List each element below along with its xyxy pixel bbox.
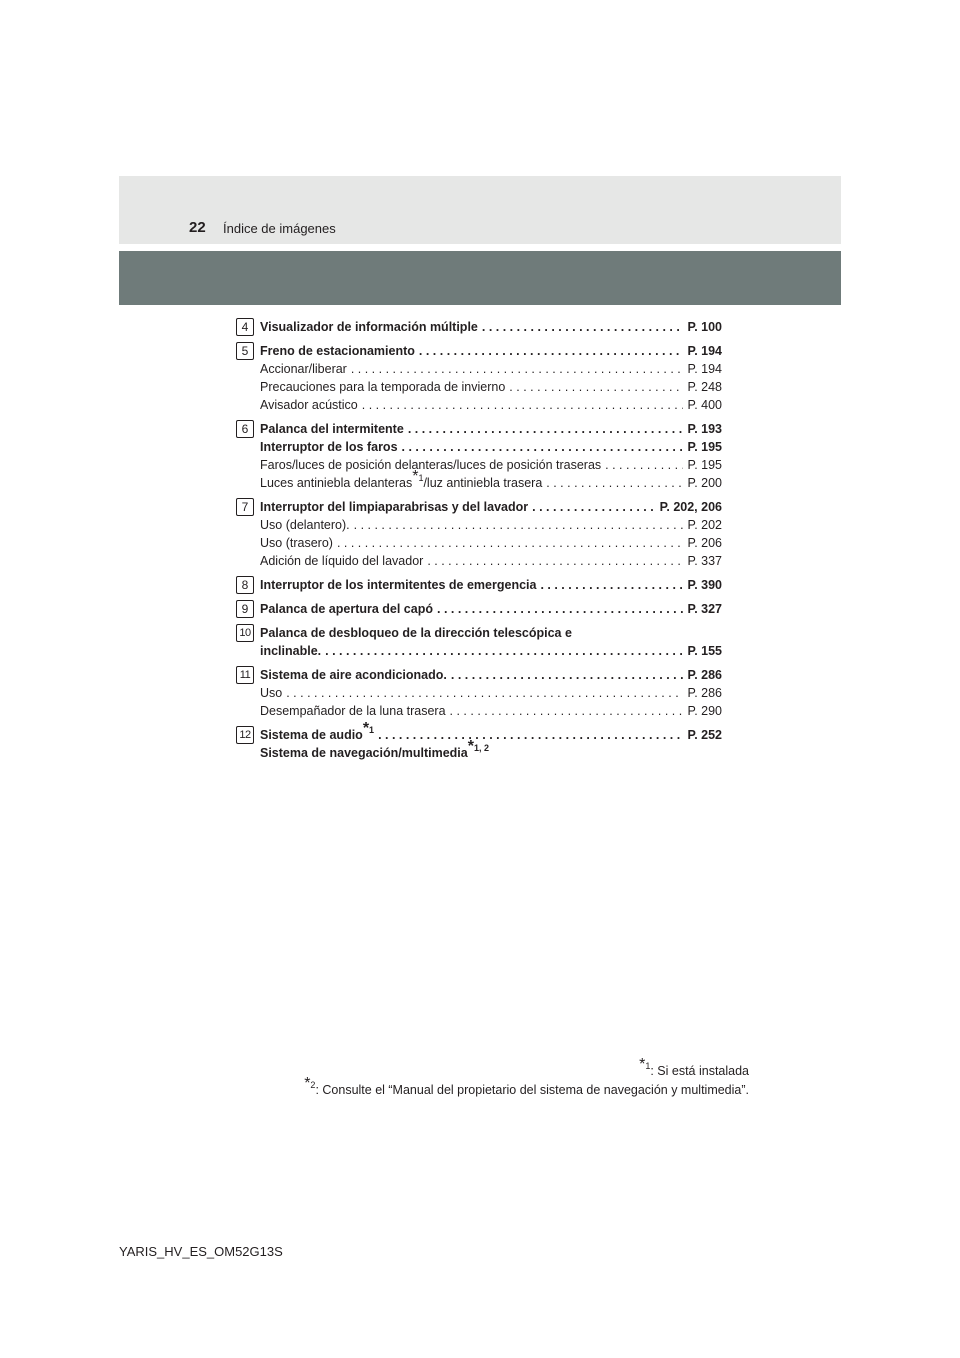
- entry-label: [260, 342, 415, 360]
- item-number-badge: 11: [236, 666, 254, 684]
- page-reference: P. 286: [687, 686, 722, 700]
- index-entry: [236, 666, 722, 720]
- dot-leader: [351, 360, 684, 378]
- page-reference: P. 100: [687, 320, 722, 334]
- entry-title: [260, 342, 722, 360]
- entry-label-text: Palanca de apertura del capó: [260, 602, 433, 616]
- dot-leader: [362, 396, 684, 414]
- entry-subitem: [260, 516, 722, 534]
- index-entry: [236, 720, 722, 762]
- entry-label: [260, 456, 601, 474]
- page-reference: P. 252: [687, 728, 722, 742]
- entry-title: Palanca de desbloqueo de la dirección telescópica e: [260, 626, 572, 640]
- dot-leader: [325, 642, 683, 660]
- page-reference: P. 193: [687, 422, 722, 436]
- entry-subitem: [260, 468, 722, 492]
- asterisk-icon: *: [639, 1056, 646, 1073]
- dot-leader: [427, 552, 683, 570]
- entry-label: [260, 552, 423, 570]
- entry-label-text: Interruptor del limpiaparabrisas y del lavador: [260, 500, 529, 514]
- dot-leader: [605, 456, 683, 474]
- page-reference: P. 195: [687, 440, 722, 454]
- entry-title: [260, 318, 722, 336]
- entry-title: [260, 438, 722, 456]
- page-reference: P. 200: [687, 476, 722, 490]
- entry-label: [260, 684, 282, 702]
- page-number: 22: [189, 219, 206, 236]
- item-number-badge: 10: [236, 624, 254, 642]
- entry-title: [260, 420, 722, 438]
- index-list: [236, 318, 722, 768]
- entry-label: [260, 576, 536, 594]
- page-reference: P. 194: [687, 344, 722, 358]
- page-reference: P. 290: [687, 704, 722, 718]
- entry-label-text: Sistema de navegación/multimedia: [260, 746, 468, 760]
- asterisk-icon: *: [467, 738, 474, 755]
- index-entry: [236, 498, 722, 570]
- entry-label: [260, 600, 433, 618]
- entry-label-text: Faros/luces de posición delanteras/luces de posición traseras: [260, 458, 602, 472]
- page-reference: P. 390: [687, 578, 722, 592]
- entry-title: [260, 600, 722, 618]
- entry-label: [260, 720, 375, 744]
- entry-label-text: Interruptor de los intermitentes de emergencia: [260, 578, 537, 592]
- entry-label-text: Uso: [260, 686, 283, 700]
- entry-label-text: Visualizador de información múltiple: [260, 320, 478, 334]
- item-number-badge: 5: [236, 342, 254, 360]
- entry-label-text: Luces antiniebla delanteras: [260, 476, 413, 490]
- entry-subitem: [260, 684, 722, 702]
- section-title: Índice de imágenes: [223, 221, 336, 236]
- entry-label: [260, 534, 333, 552]
- entry-title: [260, 498, 722, 516]
- page-reference: P. 248: [687, 380, 722, 394]
- index-entry: [236, 318, 722, 336]
- entry-label: [260, 396, 358, 414]
- entry-label-text: Uso (trasero): [260, 536, 333, 550]
- entry-label: [260, 360, 347, 378]
- entry-label-text: inclinable.: [260, 644, 322, 658]
- entry-label-text: Sistema de audio: [260, 728, 363, 742]
- entry-label: [260, 378, 505, 396]
- entry-label-text: Precauciones para la temporada de invierno: [260, 380, 506, 394]
- index-entry: [236, 624, 722, 660]
- index-entry: [236, 600, 722, 618]
- entry-title: [260, 642, 722, 660]
- entry-label: [260, 498, 528, 516]
- item-number-badge: 8: [236, 576, 254, 594]
- dot-leader: [450, 702, 684, 720]
- footnote-2: $^{*2}$: Consulte el “Manual del propietario del sistema de navegación y multimedia”.: [304, 1075, 749, 1097]
- entry-subitem: [260, 396, 722, 414]
- item-number-badge: 7: [236, 498, 254, 516]
- page-reference: P. 194: [687, 362, 722, 376]
- dot-leader: [419, 342, 684, 360]
- page-reference: P. 202: [687, 518, 722, 532]
- dot-leader: [354, 516, 684, 534]
- entry-subitem: [260, 534, 722, 552]
- entry-label: [260, 666, 447, 684]
- page-reference: P. 202, 206: [659, 500, 722, 514]
- entry-label: [260, 468, 543, 492]
- dot-leader: [408, 420, 684, 438]
- entry-subitem: [260, 378, 722, 396]
- entry-subitem: [260, 702, 722, 720]
- dot-leader: [482, 318, 684, 336]
- entry-label-text: Desempañador de la luna trasera: [260, 704, 446, 718]
- page-reference: P. 400: [687, 398, 722, 412]
- entry-subitem: [260, 456, 722, 474]
- document-code: YARIS_HV_ES_OM52G13S: [119, 1244, 283, 1259]
- entry-label-text: /luz antiniebla trasera: [423, 476, 543, 490]
- entry-label-text: Accionar/liberar: [260, 362, 347, 376]
- entry-title: [260, 576, 722, 594]
- entry-title: [260, 720, 722, 744]
- footnote-ref: *1, 2: [467, 738, 489, 755]
- dot-leader: [540, 576, 683, 594]
- asterisk-icon: *: [304, 1075, 311, 1092]
- asterisk-icon: *: [362, 720, 370, 737]
- entry-label-text: Adición de líquido del lavador: [260, 554, 424, 568]
- entry-label: [260, 420, 404, 438]
- dot-leader: [378, 726, 683, 744]
- item-number-badge: 9: [236, 600, 254, 618]
- dot-leader: [337, 534, 684, 552]
- footnote-ref: *1: [362, 720, 375, 737]
- entry-label-text: Interruptor de los faros: [260, 440, 398, 454]
- page-reference: P. 195: [687, 458, 722, 472]
- entry-title: [260, 666, 722, 684]
- entry-subitem: [260, 552, 722, 570]
- entry-subitem: [260, 360, 722, 378]
- entry-label: [260, 438, 398, 456]
- index-entry: [236, 342, 722, 414]
- entry-label: [260, 318, 478, 336]
- entry-title: [260, 738, 722, 762]
- dot-leader: [509, 378, 683, 396]
- page-reference: P. 327: [687, 602, 722, 616]
- dot-leader: [451, 666, 684, 684]
- footnotes: [229, 1056, 749, 1100]
- dot-leader: [546, 474, 683, 492]
- header-band: [119, 251, 841, 305]
- item-number-badge: 4: [236, 318, 254, 336]
- dot-leader: [532, 498, 656, 516]
- entry-label-text: Freno de estacionamiento: [260, 344, 415, 358]
- index-entry: [236, 576, 722, 594]
- index-entry: [236, 420, 722, 492]
- page-reference: P. 155: [687, 644, 722, 658]
- entry-label: [260, 642, 321, 660]
- entry-label: [260, 516, 350, 534]
- entry-label-text: Sistema de aire acondicionado.: [260, 668, 447, 682]
- item-number-badge: 6: [236, 420, 254, 438]
- entry-label-text: Avisador acústico: [260, 398, 358, 412]
- page-reference: P. 206: [687, 536, 722, 550]
- dot-leader: [286, 684, 683, 702]
- dot-leader: [402, 438, 684, 456]
- dot-leader: [437, 600, 683, 618]
- asterisk-icon: *: [412, 468, 419, 485]
- entry-label-text: Uso (delantero).: [260, 518, 350, 532]
- page-reference: P. 337: [687, 554, 722, 568]
- item-number-badge: 12: [236, 726, 254, 744]
- entry-label: [260, 702, 446, 720]
- page-reference: P. 286: [687, 668, 722, 682]
- footnote-1: $^{*1}$: Si está instalada: [639, 1056, 749, 1078]
- entry-label-text: Palanca del intermitente: [260, 422, 404, 436]
- footnote-ref: *1: [412, 468, 424, 485]
